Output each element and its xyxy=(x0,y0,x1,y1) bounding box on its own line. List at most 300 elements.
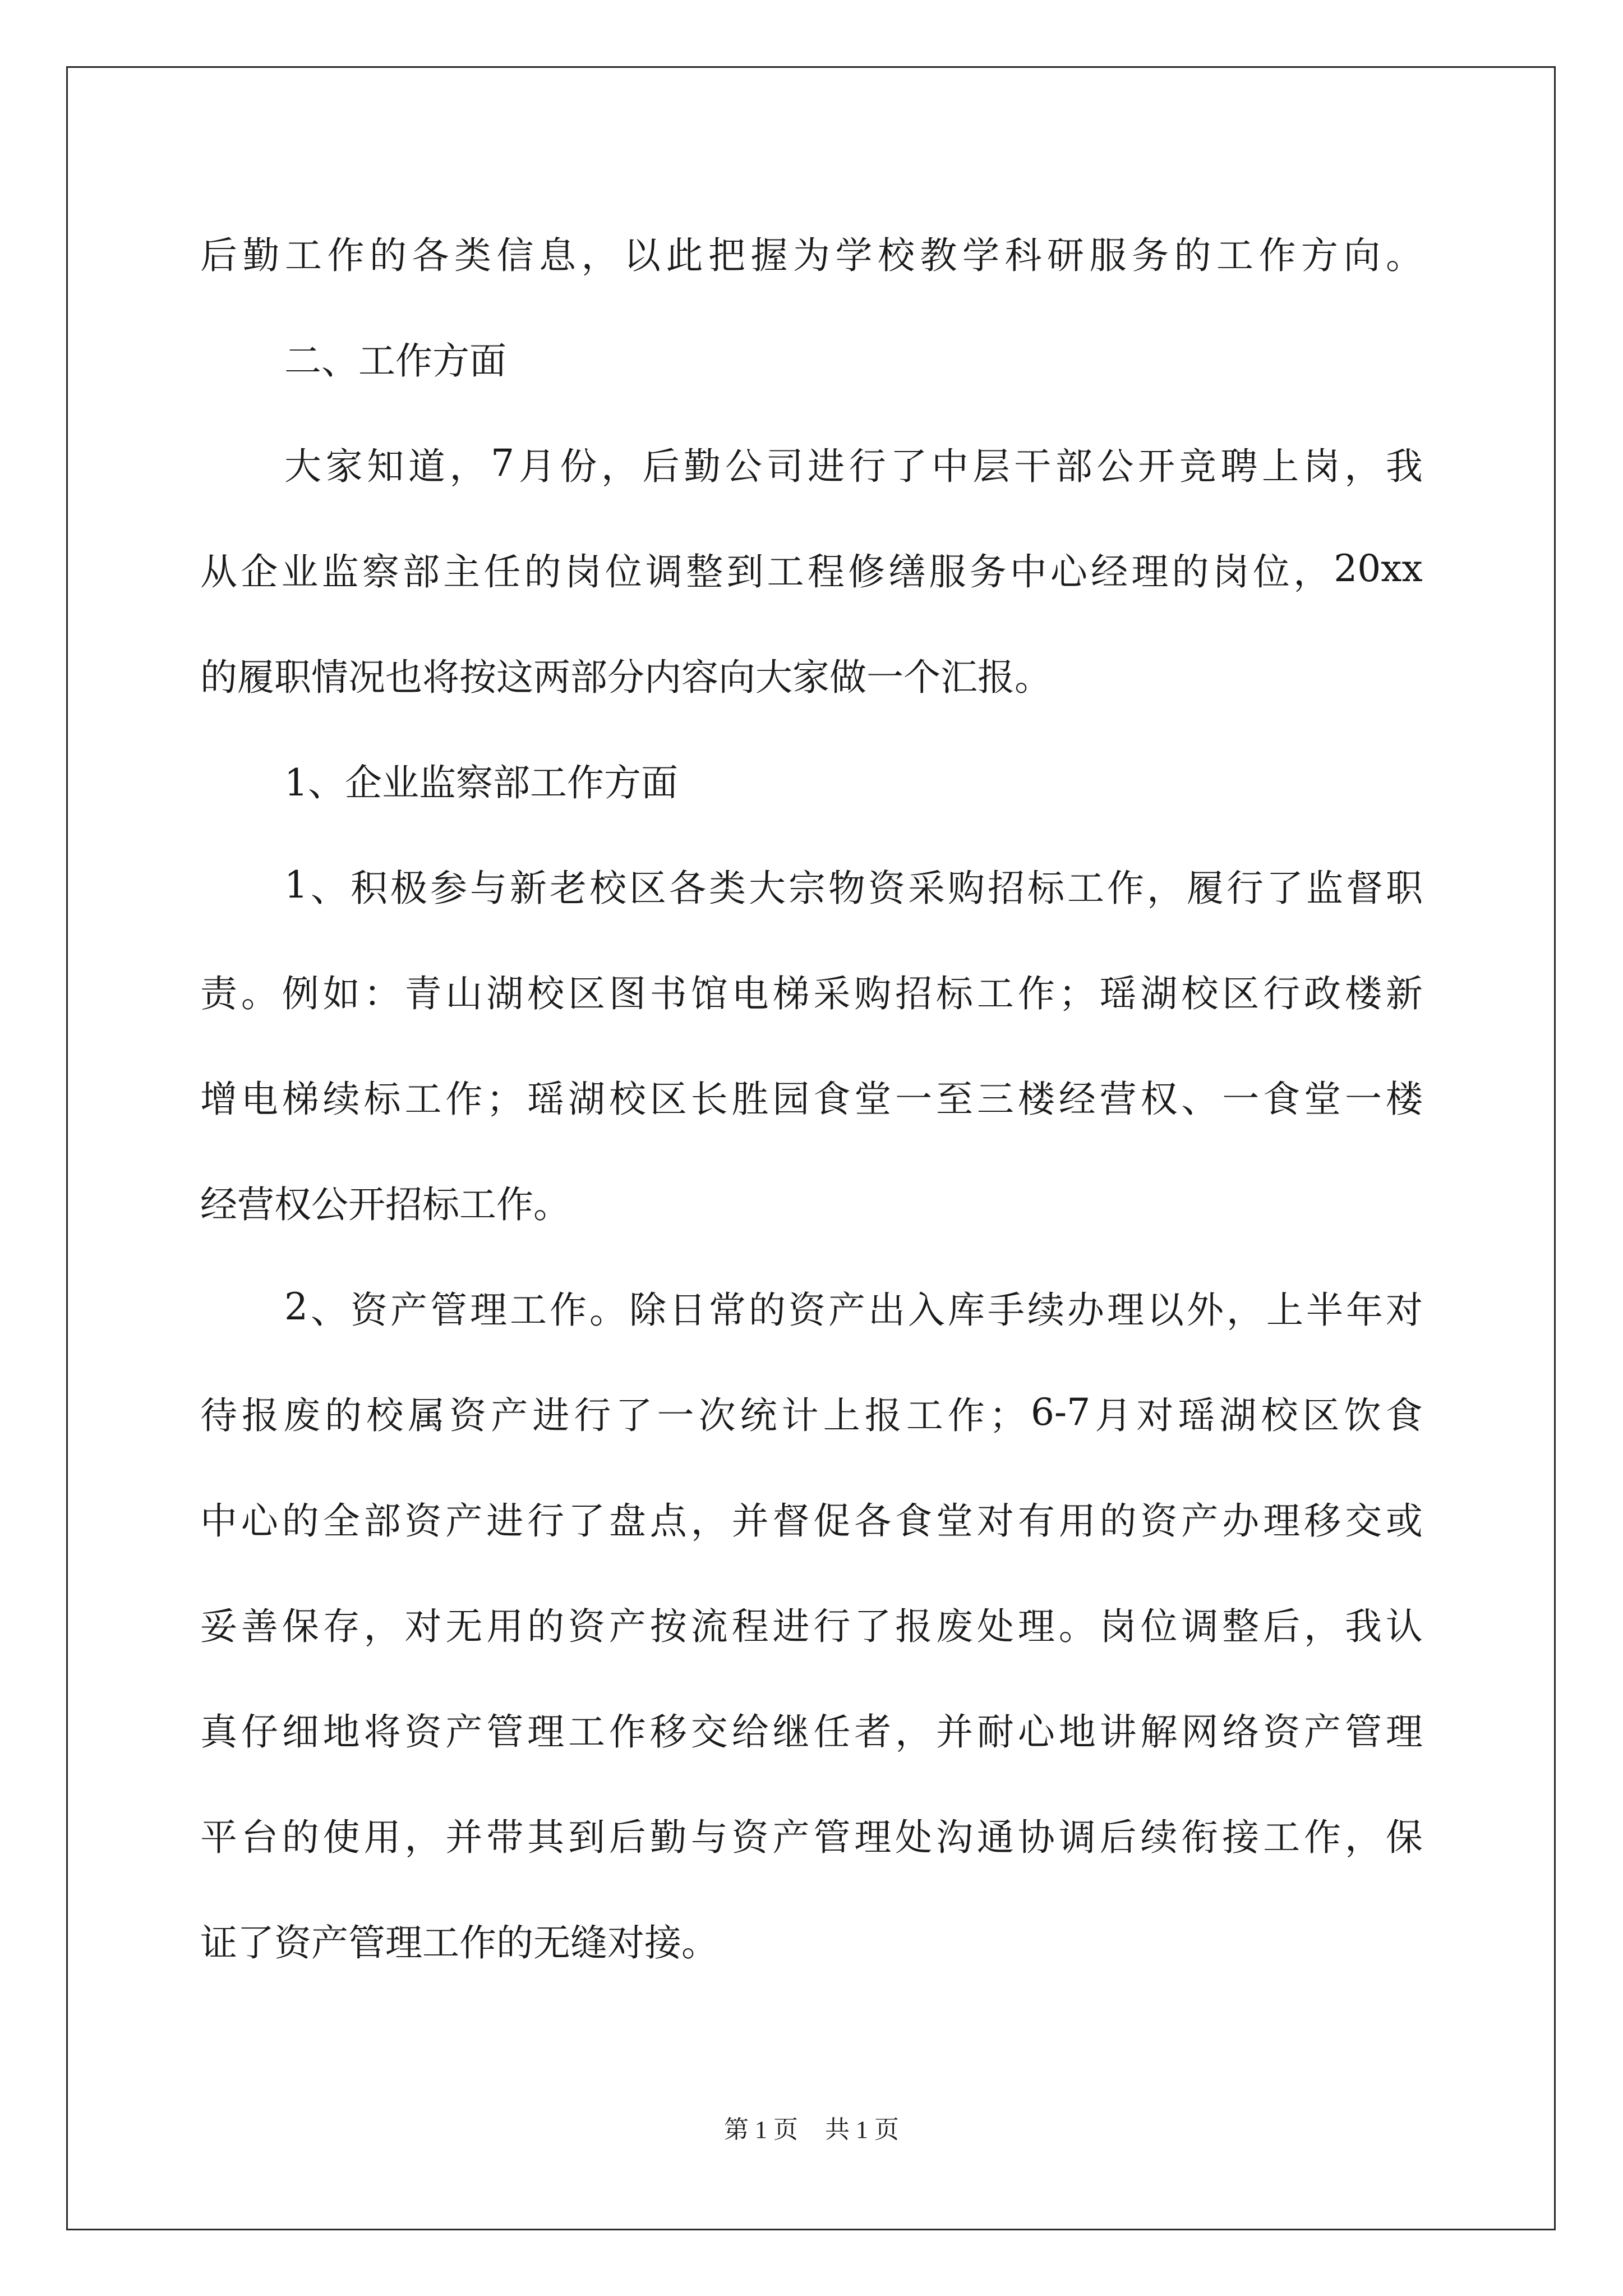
glyph: 资 xyxy=(1140,1499,1178,1543)
glyph: 湖 xyxy=(1140,972,1178,1015)
glyph: 物 xyxy=(828,866,865,910)
glyph: 部 xyxy=(363,1499,401,1543)
glyph: 网 xyxy=(1181,1710,1219,1754)
glyph: 区 xyxy=(568,972,606,1015)
glyph: 讲 xyxy=(1099,1710,1137,1754)
glyph: 学 xyxy=(835,233,873,277)
paragraph-line xyxy=(200,1887,1423,1992)
glyph: 如 xyxy=(322,972,360,1015)
paragraph-line xyxy=(200,621,1423,726)
glyph: 年 xyxy=(1346,1288,1383,1332)
glyph: 校 xyxy=(1261,1393,1298,1437)
glyph: 监 xyxy=(321,550,359,593)
glyph: 任 xyxy=(483,550,521,593)
glyph: 勤 xyxy=(242,233,280,277)
glyph: 行 xyxy=(527,1499,565,1543)
glyph: 办 xyxy=(1222,1499,1260,1543)
glyph: ； xyxy=(1058,972,1096,1015)
glyph: 或 xyxy=(1385,1499,1423,1543)
glyph: 工 xyxy=(1067,866,1104,910)
glyph: 履 xyxy=(1187,866,1224,910)
paragraph-line xyxy=(200,199,1423,305)
glyph: 移 xyxy=(1304,1499,1341,1543)
glyph: 标 xyxy=(363,1077,401,1121)
glyph: 用 xyxy=(486,1604,524,1648)
glyph: 20xx xyxy=(1334,546,1423,590)
glyph: 一 xyxy=(657,1393,694,1437)
glyph: 其 xyxy=(527,1815,565,1859)
glyph: 电 xyxy=(731,972,769,1015)
glyph: 信 xyxy=(496,233,534,277)
glyph: 到 xyxy=(726,550,764,593)
glyph: 程 xyxy=(807,550,845,593)
glyph: 与 xyxy=(470,866,507,910)
glyph: 日 xyxy=(669,1288,706,1332)
glyph: 服 xyxy=(929,550,966,593)
glyph: 积 xyxy=(351,866,388,910)
glyph: 产 xyxy=(491,1393,528,1437)
glyph: 资 xyxy=(568,1604,606,1648)
glyph: 了 xyxy=(854,1604,892,1648)
glyph: 区 xyxy=(649,1077,687,1121)
glyph: 瑶 xyxy=(1178,1393,1215,1437)
glyph: 工 xyxy=(404,1077,442,1121)
glyph: 工 xyxy=(568,1710,606,1754)
glyph: 以 xyxy=(624,233,661,277)
glyph: 衔 xyxy=(1181,1815,1219,1859)
glyph: 一 xyxy=(1344,1077,1382,1121)
glyph: 报 xyxy=(864,1393,902,1437)
glyph: 书 xyxy=(649,972,687,1015)
glyph: 至 xyxy=(936,1077,974,1121)
glyph: 点 xyxy=(649,1499,687,1543)
glyph: 我 xyxy=(1344,1604,1382,1648)
glyph: 。 xyxy=(1386,233,1423,277)
glyph: 类 xyxy=(454,233,491,277)
glyph: ， xyxy=(601,444,638,488)
glyph: 中 xyxy=(200,1499,237,1543)
glyph: 主 xyxy=(443,550,481,593)
glyph: 妥 xyxy=(200,1604,237,1648)
glyph: ， xyxy=(1344,444,1382,488)
glyph: 保 xyxy=(282,1604,319,1648)
glyph: 管 xyxy=(1344,1710,1382,1754)
glyph: 经 xyxy=(1091,550,1128,593)
glyph: 区 xyxy=(629,866,666,910)
document-body xyxy=(200,199,1423,1992)
glyph: 份 xyxy=(560,444,597,488)
glyph: 处 xyxy=(976,1604,1014,1648)
glyph: ， xyxy=(1293,550,1331,593)
glyph: 真 xyxy=(200,1710,237,1754)
glyph: 入 xyxy=(908,1288,945,1332)
glyph: 楼 xyxy=(1017,1077,1055,1121)
glyph: 职 xyxy=(1386,866,1423,910)
glyph: 。 xyxy=(241,972,278,1015)
glyph: 1 xyxy=(284,863,308,907)
line-text: 的履职情况也将按这两部分内容向大家做一个汇报。 xyxy=(200,655,1052,699)
glyph: 给 xyxy=(731,1710,769,1754)
glyph: 整 xyxy=(1222,1604,1260,1648)
glyph: 以 xyxy=(1147,1288,1184,1332)
glyph: 对 xyxy=(404,1604,442,1648)
glyph: 湖 xyxy=(568,1077,606,1121)
glyph: 各 xyxy=(854,1499,892,1543)
glyph: 台 xyxy=(241,1815,278,1859)
glyph: 大 xyxy=(749,866,786,910)
glyph: 各 xyxy=(669,866,706,910)
glyph: 堂 xyxy=(1304,1077,1341,1121)
glyph: 司 xyxy=(766,444,804,488)
glyph: 购 xyxy=(854,972,892,1015)
glyph: 工 xyxy=(976,972,1014,1015)
glyph: 资 xyxy=(789,1288,826,1332)
glyph: 新 xyxy=(1385,972,1423,1015)
glyph: 理 xyxy=(1131,550,1169,593)
glyph: 移 xyxy=(649,1710,687,1754)
glyph: 上 xyxy=(823,1393,860,1437)
glyph: 续 xyxy=(1140,1815,1178,1859)
glyph: 企 xyxy=(241,550,278,593)
glyph: 平 xyxy=(200,1815,237,1859)
glyph: 、 xyxy=(311,1288,348,1332)
glyph: 心 xyxy=(241,1499,278,1543)
glyph: 位 xyxy=(1140,1604,1178,1648)
glyph: 行 xyxy=(1263,972,1301,1015)
glyph: 校 xyxy=(608,1077,646,1121)
glyph: 岗 xyxy=(1212,550,1249,593)
glyph: 区 xyxy=(1222,972,1260,1015)
glyph: 例 xyxy=(282,972,319,1015)
glyph: 除 xyxy=(629,1288,666,1332)
glyph: 外 xyxy=(1187,1288,1224,1332)
paragraph-line xyxy=(200,1676,1423,1781)
glyph: 行 xyxy=(849,444,886,488)
glyph: 瑶 xyxy=(1099,972,1137,1015)
glyph: 新 xyxy=(510,866,547,910)
glyph: 流 xyxy=(690,1604,728,1648)
glyph: 并 xyxy=(936,1710,974,1754)
glyph: ： xyxy=(363,972,401,1015)
glyph: 理 xyxy=(1107,1288,1144,1332)
glyph: 接 xyxy=(1222,1815,1260,1859)
glyph: 认 xyxy=(1385,1604,1423,1648)
glyph: 上 xyxy=(1262,444,1299,488)
glyph: 对 xyxy=(1386,1288,1423,1332)
glyph: 勤 xyxy=(684,444,721,488)
glyph: 按 xyxy=(649,1604,687,1648)
glyph: 了 xyxy=(890,444,928,488)
glyph: 饮 xyxy=(1344,1393,1381,1437)
glyph: 食 xyxy=(1263,1077,1301,1121)
page-footer xyxy=(0,2109,1623,2145)
glyph: 计 xyxy=(781,1393,819,1437)
glyph: 使 xyxy=(322,1815,360,1859)
glyph: 产 xyxy=(1181,1499,1219,1543)
glyph: 的 xyxy=(749,1288,786,1332)
glyph: 7 xyxy=(491,441,515,485)
glyph: 三 xyxy=(976,1077,1014,1121)
glyph: 察 xyxy=(362,550,399,593)
glyph: 办 xyxy=(1067,1288,1104,1332)
glyph: 类 xyxy=(709,866,746,910)
glyph: 心 xyxy=(1050,550,1087,593)
glyph: 继 xyxy=(772,1710,810,1754)
glyph: 月 xyxy=(1095,1393,1132,1437)
glyph: 作 xyxy=(1258,233,1296,277)
glyph: 的 xyxy=(1172,550,1209,593)
glyph: 胜 xyxy=(731,1077,769,1121)
glyph: 标 xyxy=(936,972,974,1015)
glyph: 宗 xyxy=(789,866,826,910)
glyph: 中 xyxy=(932,444,969,488)
glyph: 资 xyxy=(404,1710,442,1754)
glyph: 产 xyxy=(445,1710,483,1754)
section-heading xyxy=(200,726,1423,832)
glyph: 服 xyxy=(1089,233,1127,277)
glyph: 沟 xyxy=(936,1815,974,1859)
glyph: ， xyxy=(1304,1604,1341,1648)
glyph: 促 xyxy=(813,1499,851,1543)
glyph: 层 xyxy=(972,444,1010,488)
glyph: 从 xyxy=(200,550,237,593)
glyph: 作 xyxy=(1107,866,1144,910)
glyph: 开 xyxy=(1138,444,1175,488)
paragraph-line xyxy=(200,1781,1423,1887)
glyph: 存 xyxy=(322,1604,360,1648)
glyph: 招 xyxy=(988,866,1025,910)
glyph: 参 xyxy=(430,866,467,910)
glyph: 上 xyxy=(1266,1288,1303,1332)
glyph: 地 xyxy=(1058,1710,1096,1754)
glyph: 废 xyxy=(936,1604,974,1648)
glyph: 山 xyxy=(445,972,483,1015)
glyph: 湖 xyxy=(486,972,524,1015)
glyph: 用 xyxy=(363,1815,401,1859)
glyph: 研 xyxy=(1047,233,1084,277)
glyph: 续 xyxy=(322,1077,360,1121)
glyph: 校 xyxy=(589,866,626,910)
glyph: 到 xyxy=(568,1815,606,1859)
glyph: 我 xyxy=(1385,444,1423,488)
glyph: 瑶 xyxy=(527,1077,565,1121)
glyph: 产 xyxy=(445,1499,483,1543)
glyph: 、 xyxy=(311,866,348,910)
glyph: 长 xyxy=(690,1077,728,1121)
glyph: 。 xyxy=(1058,1604,1096,1648)
glyph: 后 xyxy=(608,1815,646,1859)
glyph: 的 xyxy=(1174,233,1211,277)
glyph: 整 xyxy=(686,550,723,593)
paragraph-line xyxy=(200,832,1423,937)
paragraph-line xyxy=(200,1148,1423,1254)
glyph: 调 xyxy=(1058,1815,1096,1859)
glyph: 部 xyxy=(1055,444,1092,488)
glyph: 修 xyxy=(848,550,885,593)
glyph: 督 xyxy=(1346,866,1383,910)
glyph: 者 xyxy=(854,1710,892,1754)
glyph: 食 xyxy=(813,1077,851,1121)
glyph: 理 xyxy=(1017,1604,1055,1648)
glyph: 握 xyxy=(750,233,788,277)
glyph: 了 xyxy=(615,1393,653,1437)
glyph: 岗 xyxy=(564,550,602,593)
glyph: 位 xyxy=(1252,550,1290,593)
glyph: ； xyxy=(486,1077,524,1121)
glyph: 图 xyxy=(608,972,646,1015)
glyph: 产 xyxy=(608,1604,646,1648)
glyph: 处 xyxy=(895,1815,933,1859)
glyph: 食 xyxy=(1385,1393,1423,1437)
glyph: 产 xyxy=(1304,1710,1341,1754)
glyph: 青 xyxy=(404,972,442,1015)
glyph: 工 xyxy=(510,1288,547,1332)
glyph: 教 xyxy=(920,233,957,277)
glyph: 梯 xyxy=(282,1077,319,1121)
glyph: ， xyxy=(404,1815,442,1859)
glyph: 6-7 xyxy=(1030,1390,1091,1434)
glyph: ， xyxy=(363,1604,401,1648)
glyph: 园 xyxy=(772,1077,810,1121)
glyph: 手 xyxy=(988,1288,1025,1332)
glyph: 资 xyxy=(449,1393,487,1437)
glyph: 校 xyxy=(1181,972,1219,1015)
glyph: 资 xyxy=(404,1499,442,1543)
glyph: 的 xyxy=(1099,1499,1137,1543)
glyph: 梯 xyxy=(772,972,810,1015)
glyph: 进 xyxy=(532,1393,570,1437)
glyph: 盘 xyxy=(608,1499,646,1543)
glyph: 将 xyxy=(363,1710,401,1754)
glyph: 电 xyxy=(241,1077,278,1121)
glyph: 协 xyxy=(1017,1815,1055,1859)
glyph: 。 xyxy=(589,1288,626,1332)
paragraph-line xyxy=(200,1254,1423,1359)
glyph: 有 xyxy=(1017,1499,1055,1543)
glyph: 竞 xyxy=(1179,444,1216,488)
glyph: 保 xyxy=(1385,1815,1423,1859)
glyph: 地 xyxy=(322,1710,360,1754)
glyph: 常 xyxy=(709,1288,746,1332)
glyph: 馆 xyxy=(690,972,728,1015)
glyph: 勤 xyxy=(649,1815,687,1859)
glyph: 、 xyxy=(1181,1077,1219,1121)
glyph: 道 xyxy=(408,444,445,488)
glyph: 作 xyxy=(550,1288,587,1332)
glyph: 学 xyxy=(962,233,999,277)
paragraph-line xyxy=(200,516,1423,621)
glyph: 监 xyxy=(1306,866,1343,910)
glyph: 公 xyxy=(1096,444,1134,488)
glyph: 一 xyxy=(1222,1077,1260,1121)
glyph: 一 xyxy=(895,1077,933,1121)
glyph: 岗 xyxy=(1303,444,1340,488)
glyph: 区 xyxy=(1302,1393,1340,1437)
glyph: 聘 xyxy=(1220,444,1258,488)
glyph: 出 xyxy=(868,1288,905,1332)
glyph: 岗 xyxy=(1099,1604,1137,1648)
glyph: 招 xyxy=(895,972,933,1015)
glyph: 作 xyxy=(445,1077,483,1121)
glyph: 络 xyxy=(1222,1710,1260,1754)
glyph: 理 xyxy=(527,1710,565,1754)
glyph: 耐 xyxy=(976,1710,1014,1754)
glyph: 产 xyxy=(390,1288,427,1332)
glyph: 续 xyxy=(1027,1288,1064,1332)
glyph: 作 xyxy=(1017,972,1055,1015)
glyph: 中 xyxy=(1009,550,1047,593)
glyph: 后 xyxy=(200,233,237,277)
glyph: 并 xyxy=(731,1499,769,1543)
glyph: 进 xyxy=(486,1499,524,1543)
glyph: 堂 xyxy=(936,1499,974,1543)
glyph: 务 xyxy=(1132,233,1169,277)
glyph: 进 xyxy=(808,444,845,488)
glyph: 理 xyxy=(854,1815,892,1859)
glyph: 政 xyxy=(1304,972,1341,1015)
glyph: 资 xyxy=(351,1288,388,1332)
glyph: 作 xyxy=(1304,1815,1341,1859)
paragraph-line xyxy=(200,1465,1423,1570)
glyph: 产 xyxy=(828,1288,865,1332)
glyph: 解 xyxy=(1140,1710,1178,1754)
glyph: 方 xyxy=(1301,233,1338,277)
glyph: 校 xyxy=(878,233,915,277)
glyph: ， xyxy=(449,444,487,488)
glyph: 报 xyxy=(895,1604,933,1648)
glyph: 任 xyxy=(813,1710,851,1754)
glyph: 各 xyxy=(412,233,449,277)
glyph: 细 xyxy=(282,1710,319,1754)
glyph: 购 xyxy=(948,866,985,910)
glyph: 理 xyxy=(1263,1499,1301,1543)
glyph: 科 xyxy=(1004,233,1042,277)
glyph: 作 xyxy=(947,1393,985,1437)
glyph: 管 xyxy=(486,1710,524,1754)
glyph: 堂 xyxy=(854,1077,892,1121)
glyph: 对 xyxy=(976,1499,1014,1543)
glyph: 统 xyxy=(740,1393,777,1437)
paragraph-line xyxy=(200,1043,1423,1148)
glyph: 资 xyxy=(731,1815,769,1859)
glyph: 大 xyxy=(284,444,321,488)
glyph: 作 xyxy=(608,1710,646,1754)
glyph: 楼 xyxy=(1344,972,1382,1015)
glyph: 向 xyxy=(1343,233,1381,277)
glyph: 属 xyxy=(408,1393,445,1437)
glyph: 务 xyxy=(969,550,1007,593)
glyph: 交 xyxy=(1344,1499,1382,1543)
glyph: 与 xyxy=(690,1815,728,1859)
glyph: 待 xyxy=(200,1393,237,1437)
glyph: 老 xyxy=(550,866,587,910)
glyph: 管 xyxy=(813,1815,851,1859)
glyph: 工 xyxy=(1216,233,1253,277)
page-number: 第 1 页 xyxy=(724,2116,798,2143)
glyph: 交 xyxy=(690,1710,728,1754)
glyph: 后 xyxy=(642,444,680,488)
line-text: 经营权公开招标工作。 xyxy=(200,1182,570,1226)
glyph: 心 xyxy=(1017,1710,1055,1754)
glyph: 并 xyxy=(445,1815,483,1859)
glyph: ， xyxy=(581,233,619,277)
glyph: 校 xyxy=(527,972,565,1015)
glyph: 理 xyxy=(470,1288,507,1332)
glyph: 行 xyxy=(813,1604,851,1648)
paragraph-line xyxy=(200,937,1423,1043)
paragraph-line xyxy=(200,1359,1423,1465)
glyph: 楼 xyxy=(1385,1077,1423,1121)
